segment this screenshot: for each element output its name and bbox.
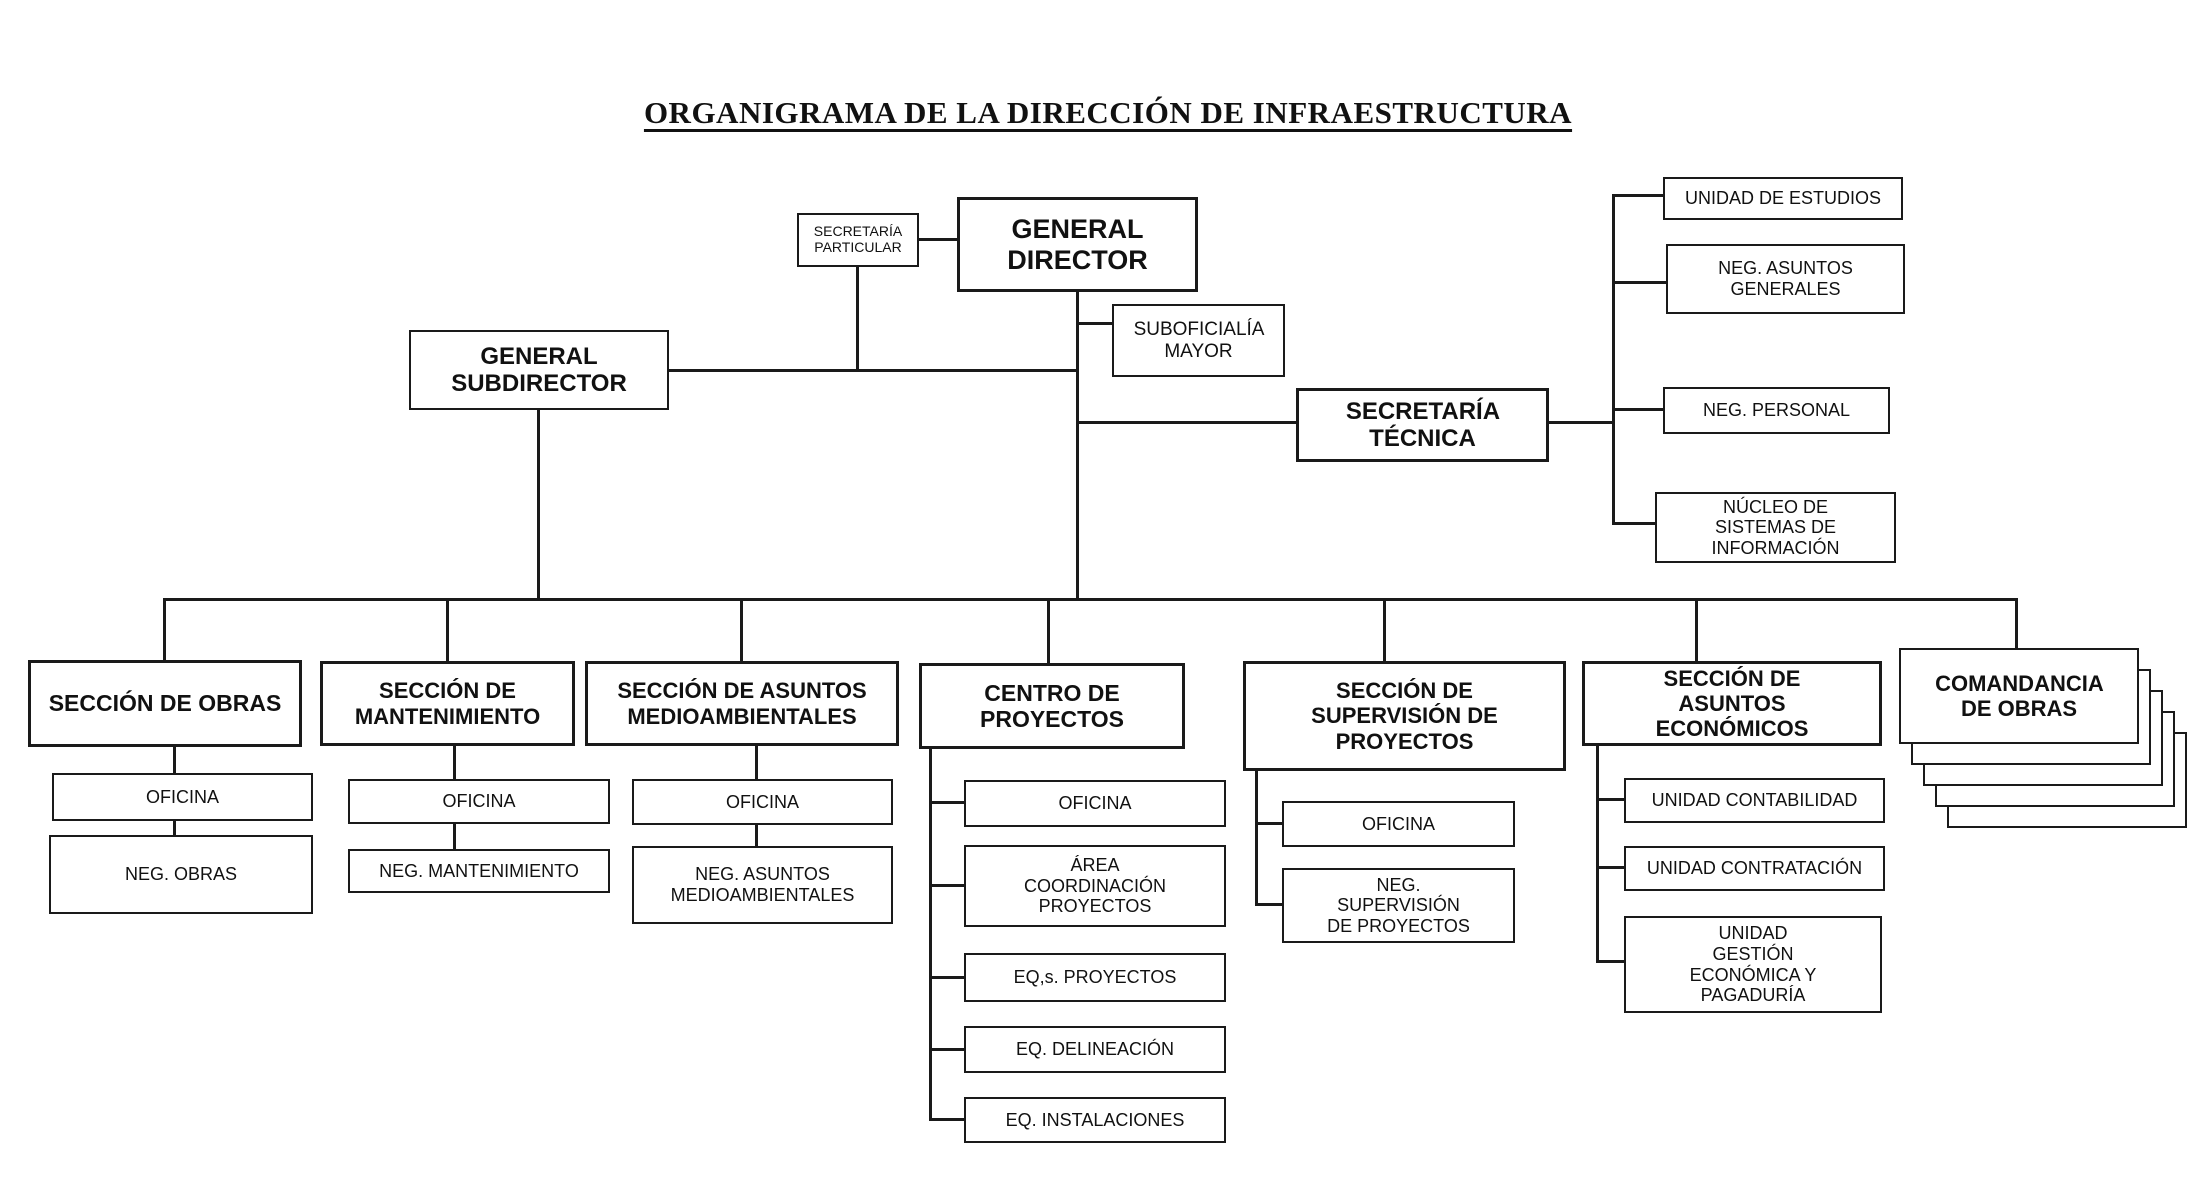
connector-director-spine	[1076, 292, 1079, 601]
node-neg-asuntos-generales: NEG. ASUNTOS GENERALES	[1666, 244, 1905, 314]
connector-medioambientales-oficina	[755, 746, 758, 780]
connector-right-spine	[1612, 194, 1615, 525]
node-eqs-proyectos: EQ,s. PROYECTOS	[964, 953, 1226, 1002]
connector-stub-neg-personal	[1612, 408, 1663, 411]
node-seccion-mantenimiento: SECCIÓN DE MANTENIMIENTO	[320, 661, 575, 746]
page-title: ORGANIGRAMA DE LA DIRECCIÓN DE INFRAESTRUCTURA	[643, 95, 1573, 130]
node-neg-supervision: NEG. SUPERVISIÓN DE PROYECTOS	[1282, 868, 1515, 943]
connector-drop-supervision	[1383, 598, 1386, 662]
connector-trunk	[163, 598, 2018, 601]
connector-secretaria-tecnica-left	[1077, 421, 1297, 424]
node-unidad-contabilidad: UNIDAD CONTABILIDAD	[1624, 778, 1885, 823]
connector-stub-neg-asuntos-generales	[1612, 281, 1666, 284]
connector-drop-obras	[163, 598, 166, 662]
node-secretaria-tecnica: SECRETARÍA TÉCNICA	[1296, 388, 1549, 462]
node-oficina-mantenimiento: OFICINA	[348, 779, 610, 824]
node-seccion-supervision: SECCIÓN DE SUPERVISIÓN DE PROYECTOS	[1243, 661, 1566, 771]
connector-cp-stub-area	[929, 884, 964, 887]
connector-oficina-neg-medioambientales	[755, 825, 758, 847]
connector-obras-oficina	[173, 747, 176, 774]
connector-eco-stub-gestion	[1596, 960, 1624, 963]
node-comandancia-obras: COMANDANCIA DE OBRAS	[1899, 648, 2139, 744]
node-seccion-medioambientales: SECCIÓN DE ASUNTOS MEDIOAMBIENTALES	[585, 661, 899, 746]
connector-oficina-neg-mantenimiento	[453, 824, 456, 850]
connector-sup-stub-oficina	[1255, 822, 1282, 825]
connector-cp-stub-delineacion	[929, 1048, 964, 1051]
node-unidad-estudios: UNIDAD DE ESTUDIOS	[1663, 177, 1903, 220]
connector-stub-nucleo-sistemas	[1612, 522, 1655, 525]
node-seccion-economicos: SECCIÓN DE ASUNTOS ECONÓMICOS	[1582, 661, 1882, 746]
node-general-subdirector: GENERAL SUBDIRECTOR	[409, 330, 669, 410]
connector-cp-stub-eqs	[929, 976, 964, 979]
node-eq-delineacion: EQ. DELINEACIÓN	[964, 1026, 1226, 1073]
node-unidad-contratacion: UNIDAD CONTRATACIÓN	[1624, 846, 1885, 891]
node-neg-personal: NEG. PERSONAL	[1663, 387, 1890, 434]
connector-oficina-neg-obras	[173, 821, 176, 836]
connector-drop-mantenimiento	[446, 598, 449, 662]
connector-eco-stub-contabilidad	[1596, 798, 1624, 801]
connector-secretaria-particular-director	[919, 238, 959, 241]
connector-cp-stub-instalaciones	[929, 1118, 964, 1121]
connector-subdirector-spine	[669, 369, 1079, 372]
node-nucleo-sistemas: NÚCLEO DE SISTEMAS DE INFORMACIÓN	[1655, 492, 1896, 563]
connector-suboficialia-stub	[1077, 322, 1114, 325]
connector-eco-stub-contratacion	[1596, 866, 1624, 869]
connector-drop-medioambientales	[740, 598, 743, 662]
connector-eco-spine	[1596, 746, 1599, 963]
connector-secretaria-tecnica-right	[1549, 421, 1615, 424]
node-oficina-proyectos: OFICINA	[964, 780, 1226, 827]
connector-drop-economicos	[1695, 598, 1698, 662]
connector-secretaria-particular-drop	[856, 267, 859, 372]
node-centro-proyectos: CENTRO DE PROYECTOS	[919, 663, 1185, 749]
connector-subdirector-drop	[537, 410, 540, 601]
node-unidad-gestion: UNIDAD GESTIÓN ECONÓMICA Y PAGADURÍA	[1624, 916, 1882, 1013]
node-suboficialia-mayor: SUBOFICIALÍA MAYOR	[1112, 304, 1285, 377]
connector-sup-spine	[1255, 770, 1258, 906]
node-neg-mantenimiento: NEG. MANTENIMIENTO	[348, 849, 610, 893]
connector-stub-unidad-estudios	[1612, 194, 1663, 197]
node-oficina-supervision: OFICINA	[1282, 801, 1515, 847]
node-secretaria-particular: SECRETARÍA PARTICULAR	[797, 213, 919, 267]
node-neg-obras: NEG. OBRAS	[49, 835, 313, 914]
node-seccion-obras: SECCIÓN DE OBRAS	[28, 660, 302, 747]
node-oficina-medioambientales: OFICINA	[632, 779, 893, 825]
connector-drop-comandancia	[2015, 598, 2018, 650]
node-neg-medioambientales: NEG. ASUNTOS MEDIOAMBIENTALES	[632, 846, 893, 924]
connector-cp-stub-oficina	[929, 801, 964, 804]
node-eq-instalaciones: EQ. INSTALACIONES	[964, 1097, 1226, 1143]
node-general-director: GENERAL DIRECTOR	[957, 197, 1198, 292]
connector-cp-spine	[929, 749, 932, 1121]
node-area-coordinacion: ÁREA COORDINACIÓN PROYECTOS	[964, 845, 1226, 927]
node-oficina-obras: OFICINA	[52, 773, 313, 821]
connector-mantenimiento-oficina	[453, 746, 456, 780]
connector-drop-centro-proyectos	[1047, 598, 1050, 664]
connector-sup-stub-neg	[1255, 903, 1282, 906]
